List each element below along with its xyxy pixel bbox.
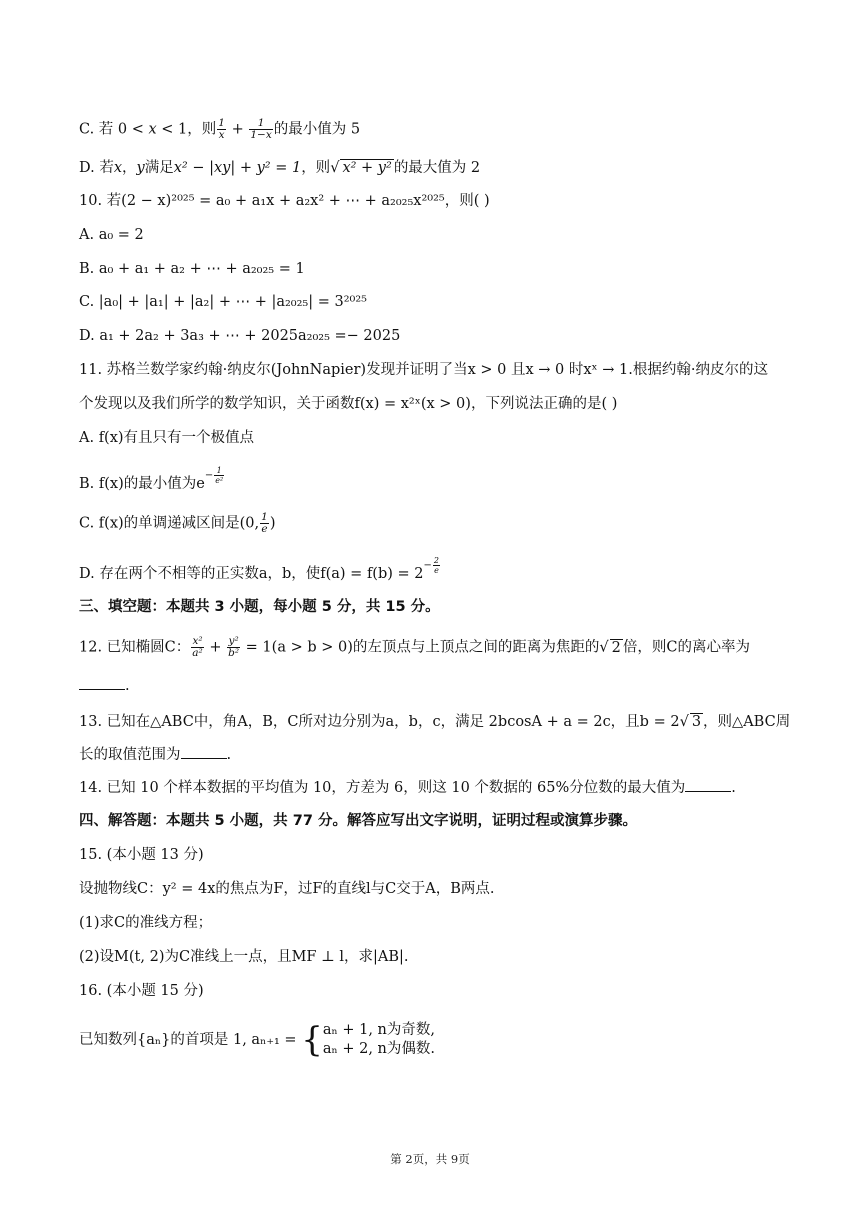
q15-stem: 设抛物线C：y² = 4x的焦点为F，过F的直线l与C交于A，B两点.	[79, 881, 495, 897]
answer-blank[interactable]	[181, 746, 227, 759]
q12-line1: 12. 已知椭圆C： $\frac{\text{x²}}{\text{a²}}$ + $\frac{\text{y²}}{\text{b²}}$ = 1(a > b > 0)的左顶点与上顶点之间的距离为焦距的√ 2 倍，则C的离心率为	[79, 635, 750, 659]
q10-option-d: D. a₁ + 2a₂ + 3a₃ + ⋯ + 2025a₂₀₂₅ =− 2025	[79, 328, 401, 344]
q15-part2: (2)设M(t, 2)为C准线上一点，且MF ⊥ l，求|AB|.	[79, 949, 409, 965]
answer-blank[interactable]	[685, 779, 731, 792]
q10-option-b: B. a₀ + a₁ + a₂ + ⋯ + a₂₀₂₅ = 1	[79, 261, 305, 277]
q9-option-c: C. 若 0 < x < 1，则 $\frac{1}{x}$ + $\frac{1}{1-x}$ 的最小值为 5	[79, 117, 361, 141]
q11-option-c: C. f(x)的单调递减区间是(0, $\frac{1}{e}$ )	[79, 511, 276, 535]
q12-line2: .	[79, 676, 781, 696]
q16-heading: 16. (本小题 15 分)	[79, 983, 204, 999]
page-footer: 第 2页，共 9页	[390, 1152, 470, 1166]
answer-blank[interactable]	[79, 677, 125, 690]
q13-line2: 长的取值范围为 .	[79, 747, 232, 763]
q11-stem-line1: 11. 苏格兰数学家约翰·纳皮尔(JohnNapier)发现并证明了当x > 0 且x → 0 时xˣ → 1.根据约翰·纳皮尔的这	[79, 362, 768, 378]
q13-line1: 13. 已知在△ABC中，角A，B，C所对边分别为a，b，c，满足 2bcosA + a = 2c，且b = 2√ 3 ，则△ABC周	[79, 714, 791, 730]
section-4-heading: 四、解答题：本题共 5 小题，共 77 分。解答应写出文字说明，证明过程或演算步骤。	[79, 813, 637, 829]
q11-stem-line2: 个发现以及我们所学的数学知识，关于函数f(x) = x²ˣ(x > 0)，下列说法正确的是( )	[79, 396, 618, 412]
q15-part1: (1)求C的准线方程；	[79, 915, 213, 931]
q11-option-b: B. f(x)的最小值为$e^{- \frac{1}{\text{e²}}}$	[79, 466, 224, 492]
q9-option-d: D. 若x，y满足x² − |xy| + y² = 1，则√ x² + y² 的最大值为 2	[79, 160, 481, 176]
q14: 14. 已知 10 个样本数据的平均值为 10，方差为 6，则这 10 个数据的 65%分位数的最大值为 .	[79, 780, 736, 796]
q10-stem: 10. 若(2 − x)²⁰²⁵ = a₀ + a₁x + a₂x² + ⋯ + a₂₀₂₅x²⁰²⁵，则( )	[79, 193, 490, 209]
q16-stem: 已知数列{aₙ}的首项是 1, aₙ₊₁ = { aₙ + 1, n为奇数, aₙ + 2, n为偶数.	[79, 1020, 436, 1060]
q15-heading: 15. (本小题 13 分)	[79, 847, 204, 863]
q10-option-a: A. a₀ = 2	[79, 227, 144, 243]
q10-option-c: C. |a₀| + |a₁| + |a₂| + ⋯ + |a₂₀₂₅| = 3²⁰²⁵	[79, 294, 367, 310]
section-3-heading: 三、填空题：本题共 3 小题，每小题 5 分，共 15 分。	[79, 599, 440, 615]
q11-option-d: D. 存在两个不相等的正实数a，b，使$f(a) = f(b) = 2^{- \frac{2}{e}}$	[79, 556, 439, 582]
q11-option-a: A. f(x)有且只有一个极值点	[79, 430, 255, 446]
